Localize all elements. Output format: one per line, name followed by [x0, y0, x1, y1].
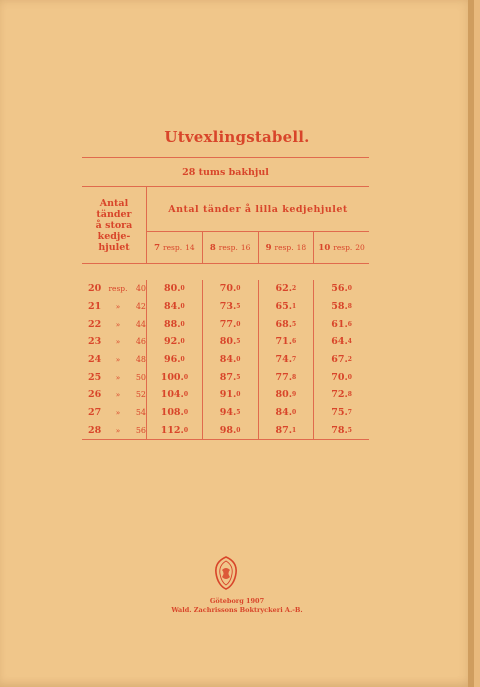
table-bottom-rule — [82, 439, 369, 440]
gear-value: 67 . 2 — [331, 354, 352, 366]
table-row — [82, 351, 369, 369]
gear-value-int: 80 — [219, 336, 233, 348]
gear-value-int: 67 — [331, 354, 345, 366]
teeth-a: 22 — [88, 318, 102, 330]
table-header — [82, 187, 369, 264]
gear-value-dec: 0 — [236, 426, 241, 434]
sub-header-resp: resp. — [333, 243, 353, 252]
gear-value: 68 . 5 — [259, 315, 315, 333]
gear-value-dec: 0 — [236, 320, 241, 328]
gear-value-dec: 0 — [180, 356, 185, 364]
gear-value-int: 80 — [275, 389, 289, 401]
gear-value: 100 . 0 — [147, 368, 203, 386]
gear-value-int: 77 — [219, 318, 233, 330]
gear-value-int: 87 — [275, 424, 289, 436]
gear-value-int: 58 — [331, 301, 345, 313]
gear-value-int: 75 — [331, 407, 345, 419]
teeth-sep: » — [115, 355, 121, 365]
gear-value-int: 84 — [164, 301, 178, 313]
gear-value: 96 . 0 — [147, 351, 203, 369]
gear-value-dec: 0 — [236, 391, 241, 399]
gear-value-dec: 8 — [347, 391, 352, 399]
gear-value-dec: 2 — [292, 285, 297, 293]
teeth-a: 27 — [88, 407, 102, 419]
large-sprocket-teeth — [82, 404, 147, 422]
gear-value-int: 84 — [219, 354, 233, 366]
teeth-b: 48 — [135, 355, 147, 365]
teeth-sep: » — [115, 319, 121, 329]
gear-value: 77 . 0 — [203, 315, 259, 333]
gear-value-int: 80 — [164, 283, 178, 295]
gear-value: 64 . 4 — [331, 336, 352, 348]
sub-header-b: 14 — [185, 243, 195, 252]
large-sprocket-teeth — [82, 333, 147, 351]
teeth-a: 21 — [88, 301, 102, 313]
gear-value-int: 77 — [275, 371, 289, 383]
gear-value: 104 . 0 — [147, 386, 203, 404]
gear-value-int: 108 — [160, 407, 181, 419]
teeth-a: 24 — [88, 354, 102, 366]
gear-value-dec: 2 — [347, 356, 352, 364]
gear-value-dec: 0 — [347, 285, 352, 293]
teeth-b: 40 — [135, 284, 147, 294]
sub-header-resp: resp. — [218, 243, 238, 252]
teeth-b: 56 — [135, 425, 147, 435]
gear-value-int: 87 — [219, 371, 233, 383]
page-edge — [468, 0, 474, 687]
sub-header — [314, 232, 369, 263]
gear-value: 84 . 0 — [259, 404, 315, 422]
gear-value-int: 84 — [275, 407, 289, 419]
gear-value: 88 . 0 — [147, 315, 203, 333]
teeth-sep: » — [115, 337, 121, 347]
gear-value-dec: 1 — [292, 426, 297, 434]
teeth-sep: » — [115, 425, 121, 435]
large-sprocket-teeth — [82, 280, 147, 298]
gear-value: 72 . 8 — [331, 389, 352, 401]
gear-value-dec: 0 — [236, 356, 241, 364]
teeth-a: 23 — [88, 336, 102, 348]
gear-value-int: 104 — [160, 389, 181, 401]
gear-value-int: 96 — [164, 354, 178, 366]
table-row — [82, 280, 369, 298]
large-sprocket-teeth — [82, 422, 147, 440]
teeth-sep: » — [115, 390, 121, 400]
table-row — [82, 315, 369, 333]
teeth-a: 25 — [88, 371, 102, 383]
teeth-b: 52 — [135, 390, 147, 400]
gear-value: 91 . 0 — [203, 386, 259, 404]
gear-value-dec: 5 — [292, 320, 297, 328]
gear-value-int: 92 — [164, 336, 178, 348]
gear-value: 70 . 0 — [331, 371, 352, 383]
imprint-place-year: Göteborg 1907 — [209, 597, 265, 605]
table-row — [82, 404, 369, 422]
gear-value-dec: 5 — [347, 426, 352, 434]
teeth-sep: resp. — [108, 284, 128, 294]
gear-value-dec: 6 — [347, 320, 352, 328]
gear-value-int: 65 — [275, 301, 289, 313]
gear-value: 56 . 0 — [331, 283, 352, 295]
teeth-b: 54 — [135, 408, 147, 418]
gear-value-int: 98 — [219, 424, 233, 436]
span-header: Antal tänder å lilla kedjehjulet — [147, 187, 369, 232]
gear-value-dec: 0 — [183, 391, 189, 399]
gear-value: 75 . 7 — [331, 407, 352, 419]
gear-value-int: 62 — [275, 283, 289, 295]
large-sprocket-teeth — [82, 368, 147, 386]
sub-header — [147, 232, 203, 263]
teeth-a: 28 — [88, 424, 102, 436]
gear-value-dec: 0 — [180, 320, 185, 328]
gear-value-dec: 9 — [292, 391, 297, 399]
imprint — [0, 597, 474, 615]
gear-value: 87 . 1 — [259, 422, 315, 440]
first-col-header-line: kedje- — [97, 230, 131, 242]
gear-value: 112 . 0 — [147, 422, 203, 440]
sub-header — [259, 232, 315, 263]
page-title: Utvexlingstabell. — [164, 128, 310, 146]
gear-value: 61 . 6 — [331, 318, 352, 330]
sub-headers — [147, 232, 369, 263]
gear-value-int: 100 — [160, 371, 181, 383]
gear-value: 65 . 1 — [259, 298, 315, 316]
gear-value-int: 88 — [164, 318, 178, 330]
teeth-a: 26 — [88, 389, 102, 401]
sub-header-resp: resp. — [163, 243, 183, 252]
gear-value-int: 64 — [331, 336, 345, 348]
teeth-b: 44 — [135, 319, 147, 329]
first-col-header-line: Antal — [99, 197, 129, 209]
first-col-header — [82, 187, 147, 263]
sub-header-a: 10 — [318, 242, 331, 253]
table-top-header: 28 tums bakhjul — [82, 157, 369, 187]
gear-value: 58 . 8 — [331, 301, 352, 313]
gear-value: 92 . 0 — [147, 333, 203, 351]
gear-value-int: 73 — [219, 301, 233, 313]
gear-value-int: 94 — [219, 407, 233, 419]
gear-value: 78 . 5 — [331, 424, 352, 436]
teeth-b: 50 — [135, 372, 147, 382]
teeth-sep: » — [115, 372, 121, 382]
first-col-header-line: hjulet — [98, 241, 130, 253]
gear-value-dec: 5 — [236, 373, 241, 381]
gear-value-dec: 0 — [236, 285, 241, 293]
gear-value-int: 112 — [160, 424, 181, 436]
gear-value-int: 91 — [219, 389, 233, 401]
gear-value-dec: 6 — [292, 338, 297, 346]
right-header — [147, 187, 369, 263]
sub-header-resp: resp. — [274, 243, 294, 252]
sub-header-b: 16 — [240, 243, 251, 252]
table-row — [82, 422, 369, 440]
gear-value: 94 . 5 — [203, 404, 259, 422]
imprint-printer: Wald. Zachrissons Boktryckeri A.-B. — [171, 606, 303, 614]
gear-value-dec: 8 — [347, 303, 352, 311]
gear-value-dec: 7 — [347, 409, 352, 417]
gear-value-dec: 0 — [292, 409, 297, 417]
teeth-b: 42 — [135, 302, 147, 312]
gear-value: 84 . 0 — [203, 351, 259, 369]
printer-seal-icon — [213, 556, 239, 590]
sub-header — [203, 232, 259, 263]
gear-value-int: 68 — [275, 318, 289, 330]
sub-header-a: 9 — [265, 242, 272, 253]
first-col-header-line: å stora — [95, 219, 133, 231]
gear-value-int: 70 — [219, 283, 233, 295]
gear-value-dec: 7 — [292, 356, 297, 364]
gear-value: 98 . 0 — [203, 422, 259, 440]
table-row — [82, 333, 369, 351]
gear-value: 70 . 0 — [203, 280, 259, 298]
teeth-b: 46 — [135, 337, 147, 347]
table-body — [82, 264, 369, 439]
gear-value-dec: 0 — [347, 373, 352, 381]
large-sprocket-teeth — [82, 315, 147, 333]
gear-value-dec: 4 — [347, 338, 352, 346]
gear-value: 71 . 6 — [259, 333, 315, 351]
gear-value-int: 74 — [275, 354, 289, 366]
gear-value-dec: 8 — [292, 373, 297, 381]
table-row — [82, 368, 369, 386]
gear-value: 80 . 0 — [147, 280, 203, 298]
gear-value-dec: 0 — [183, 409, 189, 417]
gear-value: 87 . 5 — [203, 368, 259, 386]
gear-value: 77 . 8 — [259, 368, 315, 386]
table-row — [82, 298, 369, 316]
gear-value-dec: 0 — [180, 303, 185, 311]
gear-value: 73 . 5 — [203, 298, 259, 316]
gear-value: 62 . 2 — [259, 280, 315, 298]
gear-value-int: 78 — [331, 424, 345, 436]
gear-value: 84 . 0 — [147, 298, 203, 316]
large-sprocket-teeth — [82, 351, 147, 369]
gear-value-dec: 1 — [292, 303, 297, 311]
table-rows — [82, 280, 369, 439]
gear-value-int: 70 — [331, 371, 345, 383]
gear-value-int: 72 — [331, 389, 345, 401]
gear-value: 108 . 0 — [147, 404, 203, 422]
gear-value-int: 56 — [331, 283, 345, 295]
gear-value-int: 71 — [275, 336, 289, 348]
gear-value-int: 61 — [331, 318, 345, 330]
gear-value-dec: 5 — [236, 303, 241, 311]
gear-value: 80 . 5 — [203, 333, 259, 351]
teeth-a: 20 — [88, 283, 102, 295]
gear-value: 74 . 7 — [259, 351, 315, 369]
gear-value-dec: 0 — [183, 426, 189, 434]
gear-value-dec: 0 — [180, 338, 185, 346]
large-sprocket-teeth — [82, 386, 147, 404]
gear-value-dec: 5 — [236, 409, 241, 417]
gear-value-dec: 0 — [180, 285, 185, 293]
teeth-sep: » — [115, 302, 121, 312]
large-sprocket-teeth — [82, 298, 147, 316]
sub-header-b: 18 — [296, 243, 307, 252]
sub-header-a: 7 — [154, 242, 161, 253]
table-row — [82, 386, 369, 404]
first-col-header-line: tänder — [96, 208, 132, 220]
gear-value-dec: 5 — [236, 338, 241, 346]
sub-header-b: 20 — [355, 243, 365, 252]
gear-value: 80 . 9 — [259, 386, 315, 404]
sub-header-a: 8 — [209, 242, 216, 253]
gear-value-dec: 0 — [183, 373, 189, 381]
teeth-sep: » — [115, 408, 121, 418]
gear-table — [82, 157, 369, 440]
